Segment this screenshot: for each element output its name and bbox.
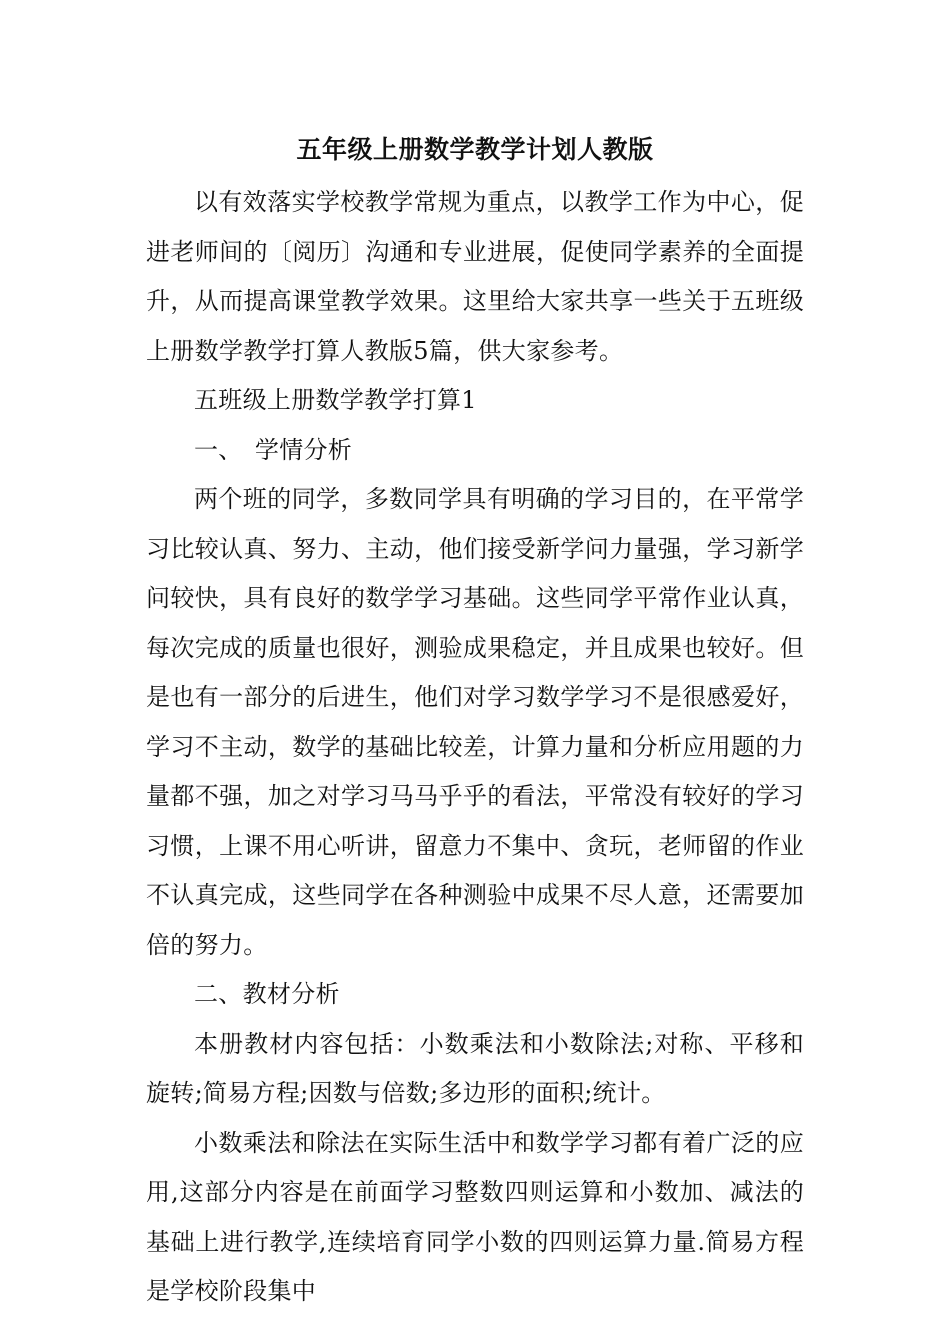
textbook-content-paragraph: 本册教材内容包括：小数乘法和小数除法;对称、平移和旋转;简易方程;因数与倍数;多边形的面积;统计。 <box>146 1029 804 1107</box>
student-analysis-paragraph: 两个班的同学，多数同学具有明确的学习目的，在平常学习比较认真、努力、主动，他们接受新学问力量强，学习新学问较快，具有良好的数学学习基础。这些同学平常作业认真，每次完成的质量也很好，测验成果稳定，并且成果也较好。但是也有一部分的后进生，他们对学习数学学习不是很感爱好，学习不主动，数学的基础比较差，计算力量和分析应用题的力量都不强，加之对学习马马乎乎的看法，平常没有较好的学习习惯，上课不用心听讲，留意力不集中、贪玩，老师留的作业不认真完成，这些同学在各种测验中成果不尽人意，还需要加倍的努力。 <box>146 485 804 959</box>
document-body <box>146 178 804 1317</box>
section-heading-plan-1: 五班级上册数学教学打算1 <box>194 386 477 414</box>
intro-paragraph: 以有效落实学校教学常规为重点，以教学工作为中心，促进老师间的〔阅历〕沟通和专业进展，促使同学素养的全面提升，从而提高课堂教学效果。这里给大家共享一些关于五班级上册数学教学打算人教版5篇，供大家参考。 <box>146 188 804 365</box>
document-title: 五年级上册数学教学计划人教版 <box>296 135 654 164</box>
section-heading-student-analysis: 一、 学情分析 <box>194 435 353 464</box>
section-heading-textbook-analysis: 二、教材分析 <box>194 980 340 1008</box>
decimal-operations-paragraph: 小数乘法和除法在实际生活中和数学学习都有着广泛的应用,这部分内容是在前面学习整数四则运算和小数加、减法的基础上进行教学,连续培育同学小数的四则运算力量.简易方程是学校阶段集中 <box>146 1128 804 1305</box>
